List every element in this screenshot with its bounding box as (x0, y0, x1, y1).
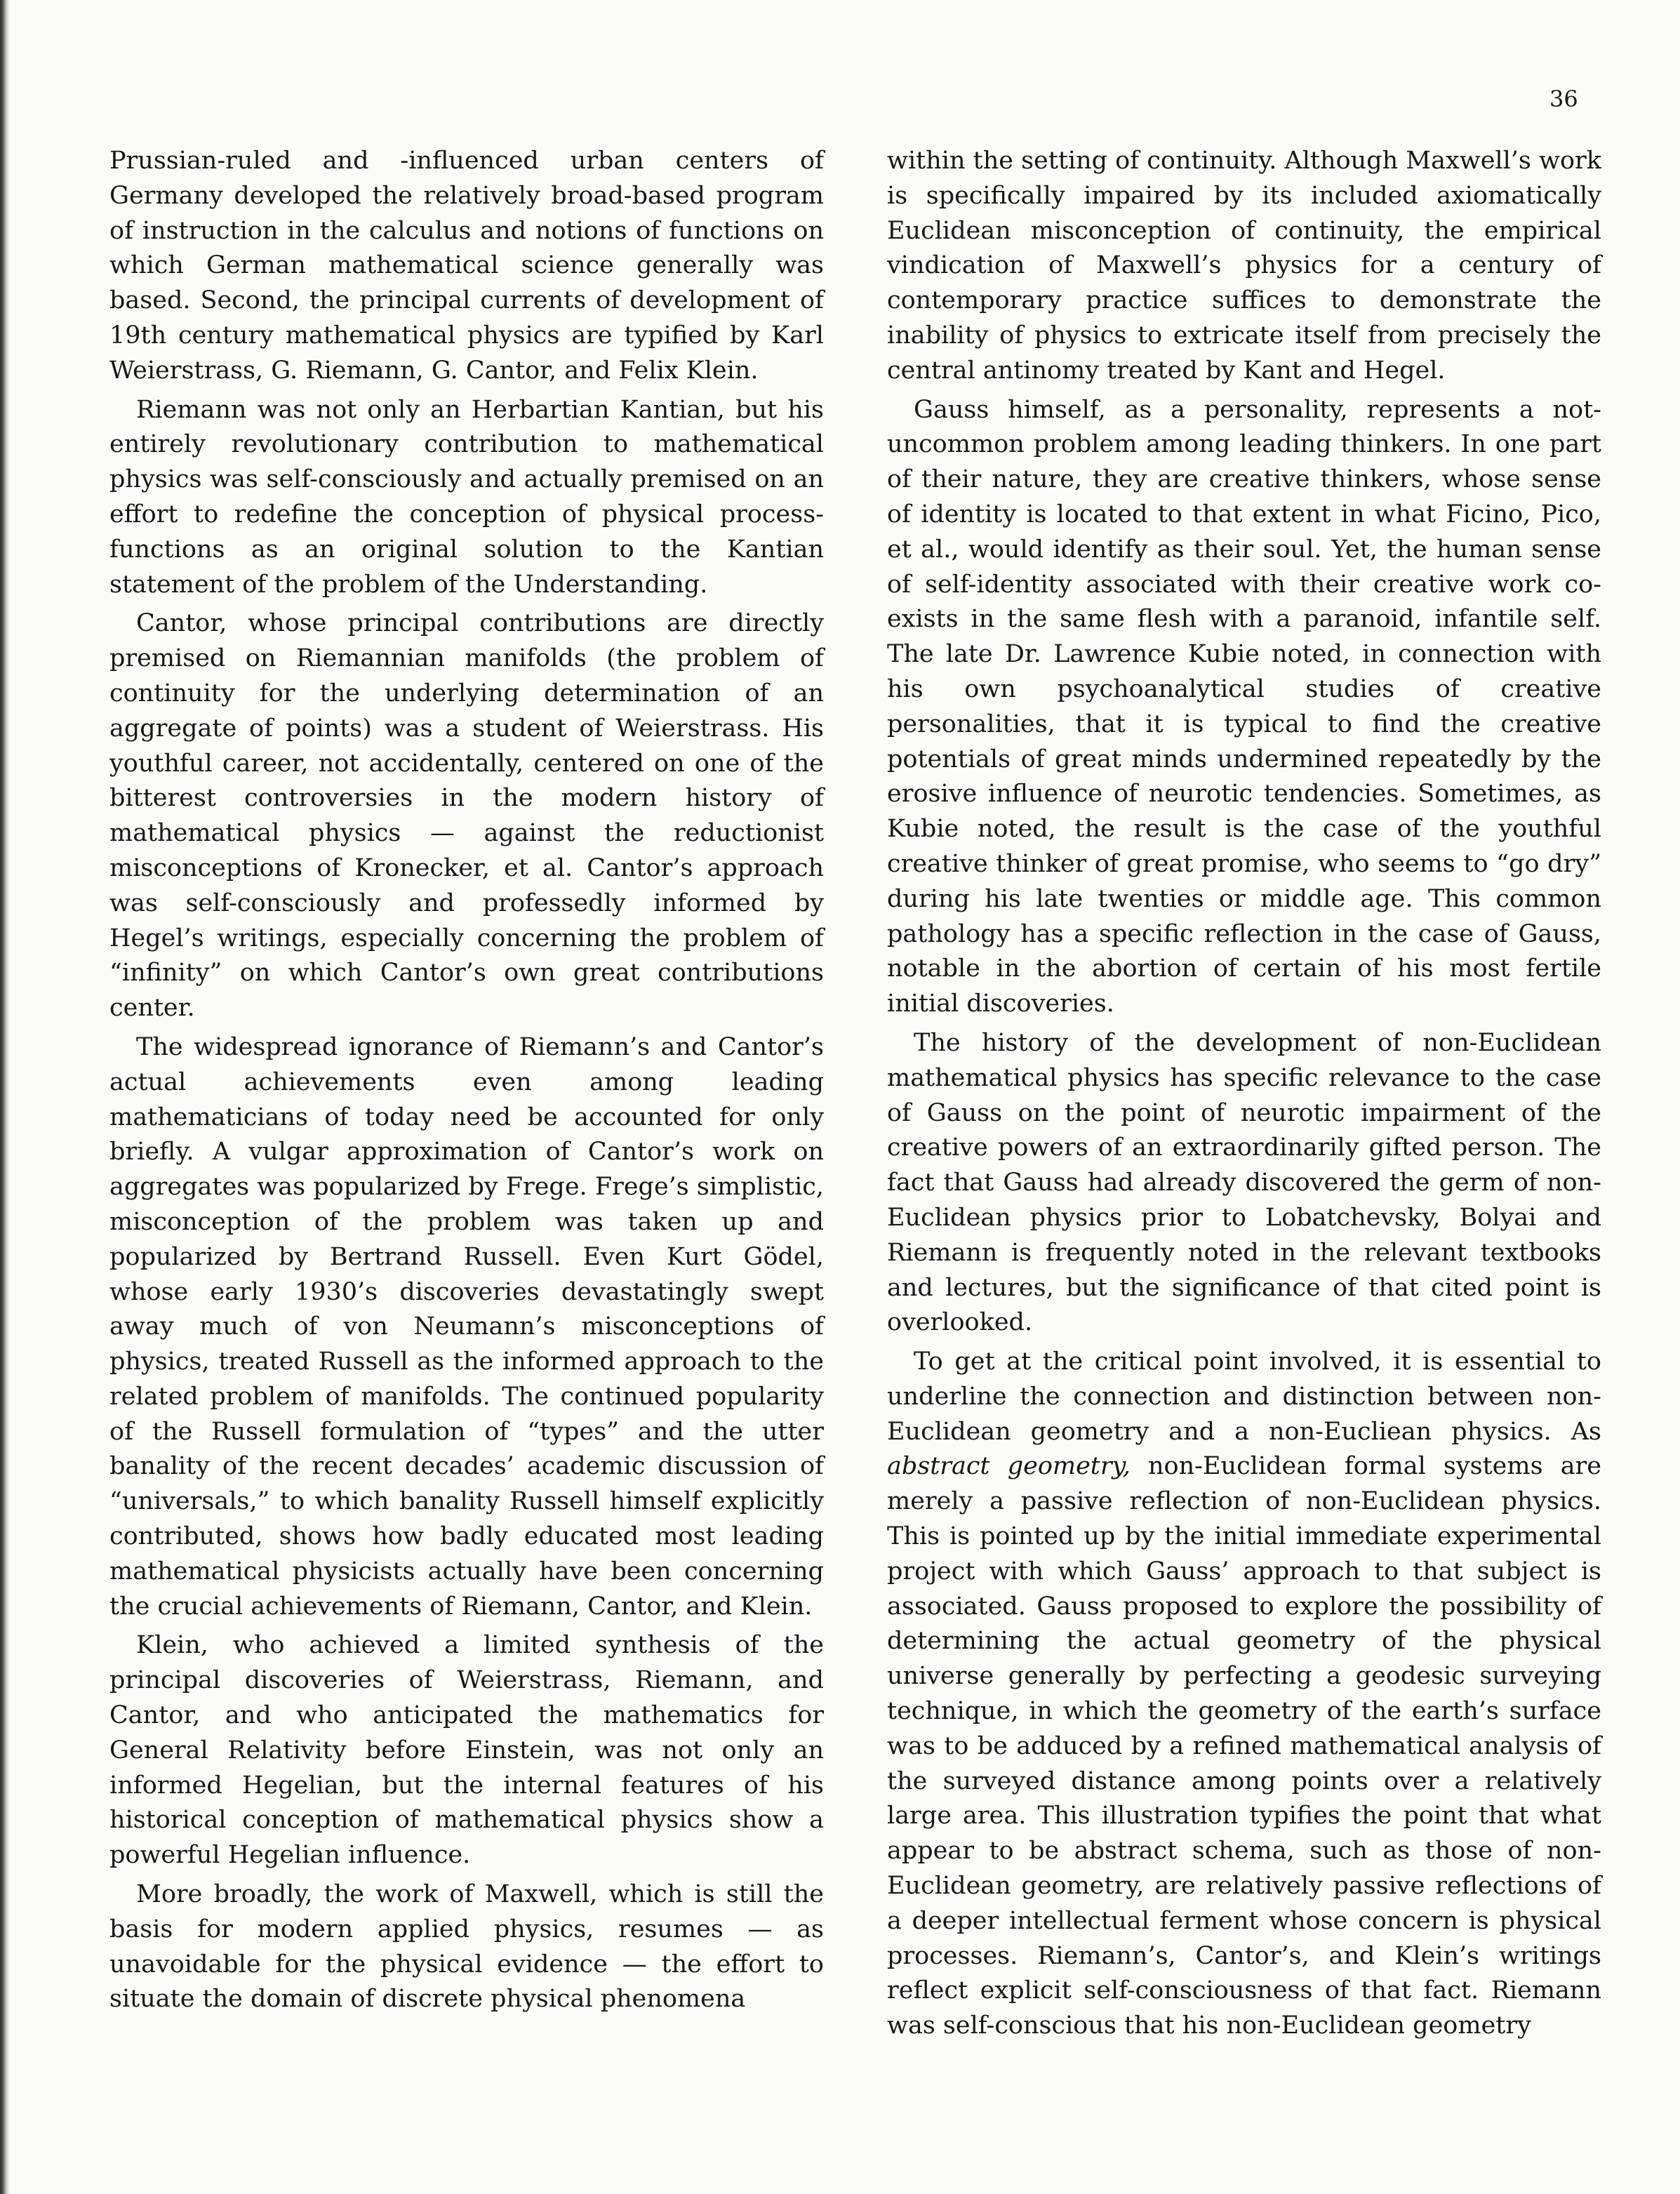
paragraph: Prussian-ruled and -influenced urban centers of Germany developed the relatively broad-based program of instruction in the calculus and notions of functions on which German mathematical science generally was based. Second, the principal currents of development of 19th century mathematical physics are typified by Karl Weierstrass, G. Riemann, G. Cantor, and Felix Klein. (109, 147, 824, 385)
right-column (887, 144, 1601, 2048)
paragraph: More broadly, the work of Maxwell, which is still the basis for modern applied physics, resumes — as unavoidable for the physical evidence — the effort to situate the domain of discrete physical phenomena (109, 1880, 824, 2014)
page-number: 36 (1549, 86, 1578, 112)
paragraph (887, 1345, 1601, 2044)
scan-edge (0, 0, 10, 2194)
paragraph: within the setting of continuity. Although Maxwell’s work is specifically impaired by its included axiomatically Euclidean misconception of continuity, the empirical vindication of Maxwell’s physics for a century of contemporary practice suffices to demonstrate the inability of physics to extricate itself from precisely the central antinomy treated by Kant and Hegel. (887, 147, 1601, 385)
left-column (109, 144, 824, 2021)
paragraph: Gauss himself, as a personality, represents a not-uncommon problem among leading thinkers. In one part of their nature, they are creative thinkers, whose sense of identity is located to that extent in what Ficino, Pico, et al., would identify as their soul. Yet, the human sense of self-identity associated with their creative work co-exists in the same flesh with a paranoid, infantile self. The late Dr. Lawrence Kubie noted, in connection with his own psychoanalytical studies of creative personalities, that it is typical to find the creative potentials of great minds undermined repeatedly by the erosive influence of neurotic tendencies. Sometimes, as Kubie noted, the result is the case of the youthful creative thinker of great promise, who seems to “go dry” during his late twenties or middle age. This common pathology has a specific reflection in the case of Gauss, notable in the abortion of certain of his most fertile initial discoveries. (887, 395, 1601, 1018)
paragraph: Riemann was not only an Herbartian Kantian, but his entirely revolutionary contribution to mathematical physics was self-consciously and actually premised on an effort to redefine the conception of physical process-functions as an original solution to the Kantian statement of the problem of the Understanding. (109, 395, 824, 599)
paragraph: Klein, who achieved a limited synthesis of the principal discoveries of Weierstrass, Riemann, and Cantor, and who anticipated the mathematics for General Relativity before Einstein, was not only an informed Hegelian, but the internal features of his historical conception of mathematical physics show a powerful Hegelian influence. (109, 1631, 824, 1870)
emphasis-text: abstract geometry, (887, 1452, 1131, 1481)
paragraph-text: To get at the critical point involved, it is essential to underline the connection and distinction between non-Euclidean geometry and a non-Eucliean physics. As (887, 1348, 1601, 1446)
paragraph: Cantor, whose principal contributions are directly premised on Riemannian manifolds (the problem of continuity for the underlying determination of an aggregate of points) was a student of Weierstrass. His youthful career, not accidentally, centered on one of the bitterest controversies in the modern history of mathematical physics — against the reductionist misconceptions of Kronecker, et al. Cantor’s approach was self-consciously and professedly informed by Hegel’s writings, especially concerning the problem of “infinity” on which Cantor’s own great contributions center. (109, 609, 824, 1023)
paragraph-text: non-Euclidean formal systems are merely a passive reflection of non-Euclidean physics. This is pointed up by the initial immediate experimental project with which Gauss’ approach to that subject is associated. Gauss proposed to explore the possibility of determining the actual geometry of the physical universe generally by perfecting a geodesic surveying technique, in which the geometry of the earth’s surface was to be adduced by a refined mathematical analysis of the surveyed distance among points over a relatively large area. This illustration typifies the point that what appear to be abstract schema, such as those of non-Euclidean geometry, are relatively passive reflections of a deeper intellectual ferment whose concern is physical processes. Riemann’s, Cantor’s, and Klein’s writings reflect explicit self-consciousness of that fact. Riemann was self-conscious that his non-Euclidean geometry (887, 1452, 1602, 2040)
paragraph: The history of the development of non-Euclidean mathematical physics has specific relevance to the case of Gauss on the point of neurotic impairment of the creative powers of an extraordinarily gifted person. The fact that Gauss had already discovered the germ of non-Euclidean physics prior to Lobatchevsky, Bolyai and Riemann is frequently noted in the relevant textbooks and lectures, but the significance of that cited point is overlooked. (887, 1028, 1601, 1337)
paragraph: The widespread ignorance of Riemann’s and Cantor’s actual achievements even among leading mathematicians of today need be accounted for only briefly. A vulgar approximation of Cantor’s work on aggregates was popularized by Frege. Frege’s simplistic, misconception of the problem was taken up and popularized by Bertrand Russell. Even Kurt Gödel, whose early 1930’s discoveries devastatingly swept away much of von Neumann’s misconceptions of physics, treated Russell as the informed approach to the related problem of manifolds. The continued popularity of the Russell formulation of “types” and the utter banality of the recent decades’ academic discussion of “universals,” to which banality Russell himself explicitly contributed, shows how badly educated most leading mathematical physicists actually have been concerning the crucial achievements of Riemann, Cantor, and Klein. (109, 1032, 824, 1621)
